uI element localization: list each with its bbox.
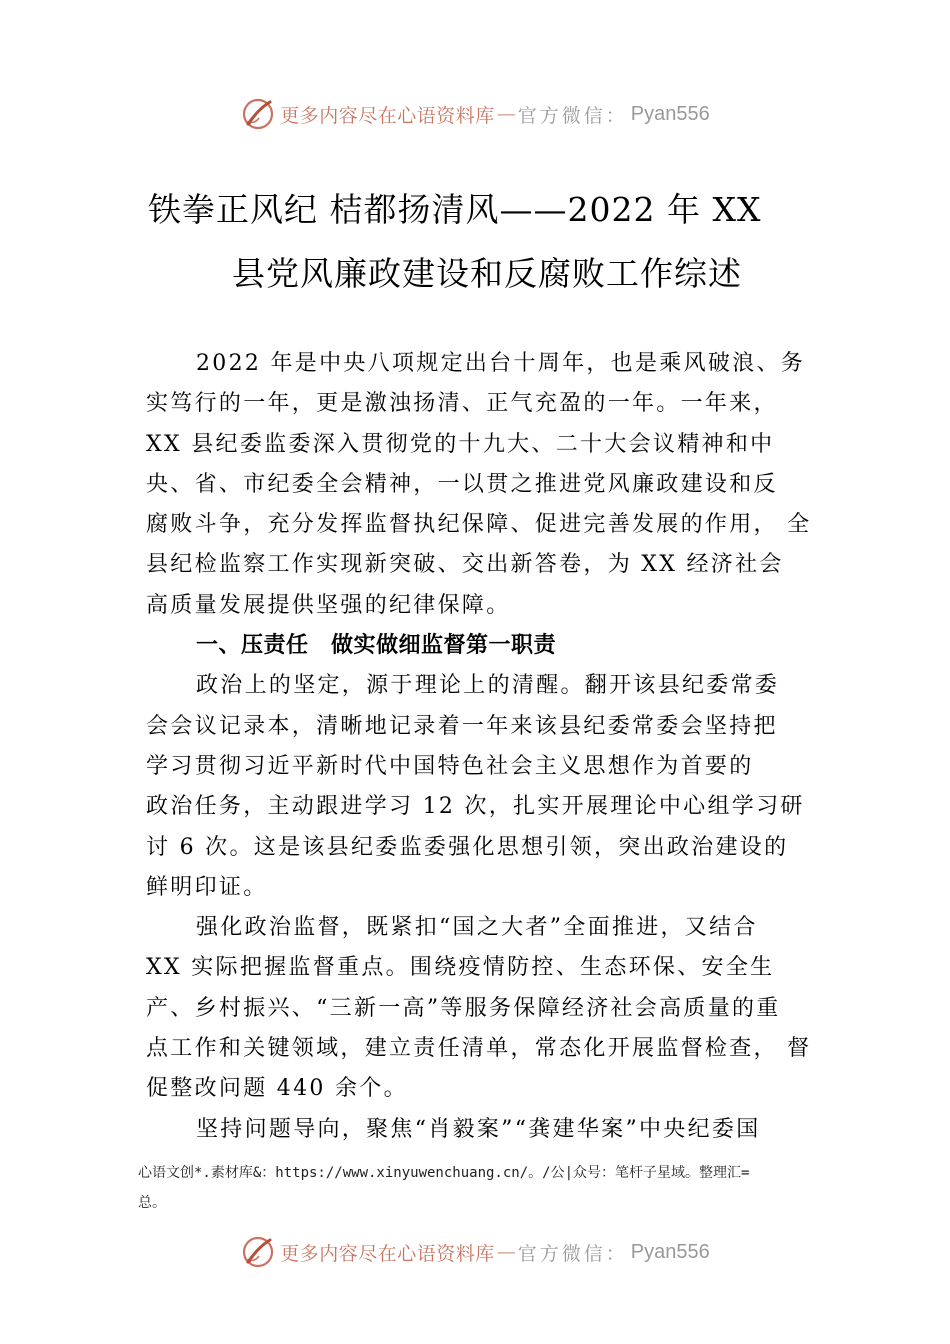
body-line: 促整改问题 440 余个。 bbox=[146, 1076, 408, 1102]
body-line: 会会议记录本，清晰地记录着一年来该县纪委常委会坚持把 bbox=[146, 713, 778, 739]
body-line: 学习贯彻习近平新时代中国特色社会主义思想作为首要的 bbox=[146, 753, 754, 779]
body-line: 2022 年是中央八项规定出台十周年，也是乘风破浪、务 bbox=[196, 351, 806, 376]
source-footnote bbox=[138, 1158, 838, 1218]
body-line: 点工作和关键领域，建立责任清单，常态化开展监督检查， 督 bbox=[146, 1036, 812, 1062]
banner-separator: — bbox=[496, 1241, 516, 1263]
body-line: 强化政治监督，既紧扣“国之大者”全面推进，又结合 bbox=[196, 915, 758, 941]
document-body bbox=[146, 344, 812, 1150]
body-line: 坚持问题导向，聚焦“肖毅案”“龚建华案”中央纪委国 bbox=[196, 1116, 761, 1142]
body-line: 政治上的坚定，源于理论上的清醒。翻开该县纪委常委 bbox=[196, 673, 780, 699]
body-line: 高质量发展提供坚强的纪律保障。 bbox=[146, 592, 511, 618]
wechat-label: 官方微信 bbox=[517, 104, 606, 127]
document-title-line-1: 铁拳正风纪 桔都扬清风——2022 年 XX bbox=[148, 190, 762, 229]
banner-separator: — bbox=[496, 103, 516, 125]
wechat-id: Pyan556 bbox=[630, 102, 710, 125]
wechat-id: Pyan556 bbox=[630, 1240, 710, 1263]
body-line: 政治任务，主动跟进学习 12 次，扎实开展理论中心组学习研 bbox=[146, 794, 805, 820]
banner-colon: ： bbox=[605, 1242, 625, 1265]
brand-name: 更多内容尽在心语资料库 bbox=[280, 1242, 495, 1265]
body-line: 县纪检监察工作实现新突破、交出新答卷，为 XX 经济社会 bbox=[146, 552, 784, 578]
body-line: 实笃行的一年，更是激浊扬清、正气充盈的一年。一年来， bbox=[146, 391, 778, 417]
wechat-label: 官方微信 bbox=[517, 1242, 606, 1265]
footnote-line-2: 总。 bbox=[138, 1195, 166, 1211]
section-heading-1: 一、压责任 做实做细监督第一职责 bbox=[196, 633, 557, 659]
brush-logo-icon bbox=[240, 1234, 276, 1270]
body-line: 产、乡村振兴、“三新一高”等服务保障经济社会高质量的重 bbox=[146, 995, 781, 1021]
header-watermark-banner bbox=[0, 92, 950, 136]
banner-colon: ： bbox=[605, 104, 625, 127]
body-line: XX 县纪委监委深入贯彻党的十九大、二十大会议精神和中 bbox=[146, 431, 775, 457]
body-line: XX 实际把握监督重点。围绕疫情防控、生态环保、安全生 bbox=[146, 955, 775, 981]
footnote-line-1: 心语文创*.素材库&：https://www.xinyuwenchuang.cn/。/公|众号：笔杆子星域。整理汇= bbox=[138, 1165, 750, 1181]
body-line: 鲜明印证。 bbox=[146, 874, 268, 900]
body-line: 讨 6 次。这是该县纪委监委强化思想引领，突出政治建设的 bbox=[146, 834, 789, 860]
footer-watermark-banner bbox=[0, 1230, 950, 1274]
body-line: 腐败斗争，充分发挥监督执纪保障、促进完善发展的作用， 全 bbox=[146, 512, 812, 538]
body-line: 央、省、市纪委全会精神，一以贯之推进党风廉政建设和反 bbox=[146, 471, 778, 497]
document-title-line-2: 县党风廉政建设和反腐败工作综述 bbox=[232, 254, 742, 293]
brand-name: 更多内容尽在心语资料库 bbox=[280, 104, 495, 127]
brush-logo-icon bbox=[240, 96, 276, 132]
